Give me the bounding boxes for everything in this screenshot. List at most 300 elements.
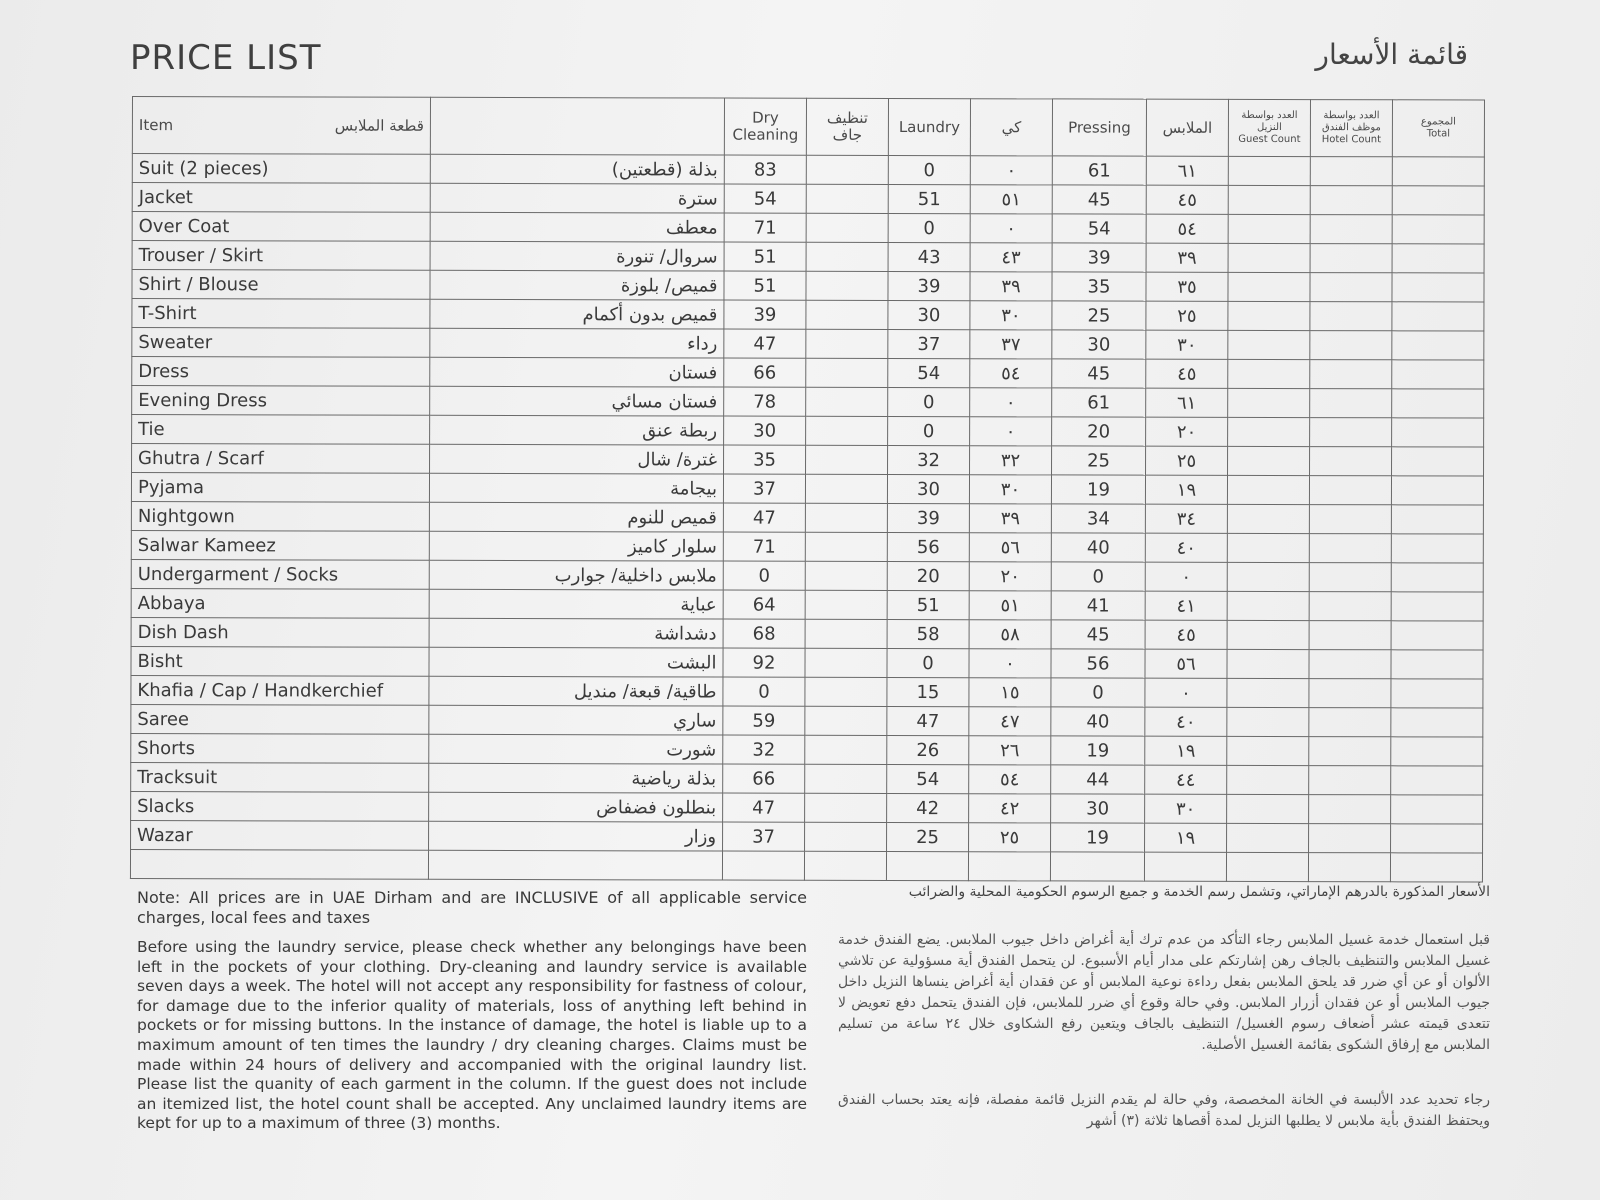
laundry-price-ar: ١٥ xyxy=(969,678,1051,707)
pressing-price: 35 xyxy=(1052,272,1146,301)
guest-count-cell[interactable] xyxy=(1228,272,1310,301)
dry-cleaning-price: 54 xyxy=(724,184,806,213)
pressing-price: 0 xyxy=(1051,678,1145,707)
pressing-price: 44 xyxy=(1051,765,1145,794)
total-cell xyxy=(1391,621,1483,650)
dry-cleaning-price: 32 xyxy=(723,735,805,764)
laundry-price-ar: ٣٠ xyxy=(970,301,1052,330)
header-blank xyxy=(430,97,724,155)
item-name: Saree xyxy=(131,704,429,734)
header-hotel-count-en: Hotel Count xyxy=(1321,134,1382,146)
total-cell xyxy=(1391,476,1483,505)
dry-cleaning-ar-cell xyxy=(806,329,888,358)
laundry-price: 43 xyxy=(888,242,970,271)
hotel-count-cell xyxy=(1309,476,1391,505)
laundry-price: 39 xyxy=(887,503,969,532)
header-laundry-ar: كي xyxy=(970,99,1052,156)
item-name-ar: عباية xyxy=(429,589,723,619)
pressing-price-ar: ٤٠ xyxy=(1145,707,1227,736)
pressing-price-ar: ٣٠ xyxy=(1146,330,1228,359)
table-row xyxy=(131,791,1483,824)
total-cell xyxy=(1392,302,1484,331)
table-row xyxy=(132,386,1484,419)
item-name-ar: شورت xyxy=(429,734,723,764)
pressing-price: 20 xyxy=(1052,417,1146,446)
table-row xyxy=(131,820,1483,853)
pressing-price: 19 xyxy=(1051,475,1145,504)
pressing-price-ar: ٢٥ xyxy=(1146,301,1228,330)
laundry-price: 0 xyxy=(888,387,970,416)
item-name: T-Shirt xyxy=(132,299,430,329)
pressing-price: 45 xyxy=(1052,359,1146,388)
guest-count-cell[interactable] xyxy=(1227,823,1309,852)
dry-cleaning-ar-cell xyxy=(806,271,888,300)
laundry-price-ar: ٠ xyxy=(969,649,1051,678)
dry-cleaning-price: 64 xyxy=(723,590,805,619)
policy-arabic: قبل استعمال خدمة غسيل الملابس رجاء التأكد من عدم ترك أية أغراض داخل جيوب الملابس. يضع الفندق خدمة غسيل الملابس والتنظيف بالجاف رهن إشارتكم على مدار أيام الأسبوع. لن يتحمل الفندق أية مسؤولية عن تلاشي الألوان أو عن أي ضرر قد يلحق الملابس بفعل رداءة نوعية الملابس أو عن فقدان أية أغراض ينساها النزيل داخل جيوب الملابس أو عن فقدان أزرار الملابس. وفي حالة وقوع أي ضرر للملابس، فإن الفندق يتحمل دفع تعويض لا تتعدى قيمته عشر أضعاف رسوم الغسيل/ التنظيف بالجاف ويتعين رفع الشكاوى خلال ٢٤ ساعة من تسليم الملابس مع إرفاق الشكوى بقائمة الغسيل الأصلية. xyxy=(838,932,1490,1053)
laundry-price-ar: ٠ xyxy=(970,214,1052,243)
laundry-price: 0 xyxy=(888,213,970,242)
table-row xyxy=(131,473,1483,506)
total-cell xyxy=(1391,795,1483,824)
pressing-price: 25 xyxy=(1052,446,1146,475)
table-row xyxy=(131,646,1483,679)
laundry-price-ar: ٢٦ xyxy=(969,736,1051,765)
total-cell xyxy=(1392,244,1484,273)
table-row xyxy=(131,762,1483,795)
item-name-ar: سترة xyxy=(430,183,724,213)
table-row xyxy=(132,270,1484,303)
item-name: Dress xyxy=(132,357,430,387)
item-name: Ghutra / Scarf xyxy=(132,444,430,474)
dry-cleaning-ar-cell xyxy=(806,213,888,242)
table-row xyxy=(132,212,1484,245)
laundry-price-ar: ٥٤ xyxy=(969,765,1051,794)
dry-cleaning-price: 71 xyxy=(723,532,805,561)
total-cell xyxy=(1391,708,1483,737)
header-guest-count xyxy=(1228,99,1310,156)
laundry-price: 54 xyxy=(887,764,969,793)
dry-cleaning-ar-cell xyxy=(805,474,887,503)
item-name: Sweater xyxy=(132,328,430,358)
pressing-price: 19 xyxy=(1051,736,1145,765)
guest-count-cell[interactable] xyxy=(1228,417,1310,446)
pressing-price-ar: ١٩ xyxy=(1145,736,1227,765)
pressing-price-ar: ٢٥ xyxy=(1146,446,1228,475)
item-name: Shorts xyxy=(131,733,429,763)
total-cell xyxy=(1392,157,1484,186)
total-cell xyxy=(1391,650,1483,679)
hotel-count-cell xyxy=(1309,592,1391,621)
guest-count-cell[interactable] xyxy=(1228,446,1310,475)
guest-count-cell[interactable] xyxy=(1228,388,1310,417)
total-cell xyxy=(1392,331,1484,360)
header-hotel-count xyxy=(1310,100,1392,157)
laundry-price-ar: ٥١ xyxy=(969,591,1051,620)
guest-count-cell[interactable] xyxy=(1228,156,1310,185)
laundry-price: 58 xyxy=(887,619,969,648)
item-name: Wazar xyxy=(131,820,429,850)
guest-count-cell[interactable] xyxy=(1227,562,1309,591)
laundry-price-ar: ٠ xyxy=(970,156,1052,185)
pressing-price-ar: ٤٤ xyxy=(1145,765,1227,794)
dry-cleaning-ar-cell xyxy=(805,706,887,735)
hotel-count-cell xyxy=(1310,360,1392,389)
item-name-ar: ربطة عنق xyxy=(430,415,724,445)
dry-cleaning-ar-cell xyxy=(805,619,887,648)
total-cell xyxy=(1392,389,1484,418)
pressing-price-ar: ١٩ xyxy=(1145,475,1227,504)
laundry-price: 30 xyxy=(887,474,969,503)
laundry-price: 56 xyxy=(887,532,969,561)
dry-cleaning-ar-cell xyxy=(806,387,888,416)
dry-cleaning-price: 0 xyxy=(723,561,805,590)
item-name: Tie xyxy=(132,415,430,445)
pressing-price-ar: ٦١ xyxy=(1146,388,1228,417)
guest-count-cell[interactable] xyxy=(1227,533,1309,562)
hotel-count-cell xyxy=(1310,331,1392,360)
pressing-price: 0 xyxy=(1051,562,1145,591)
header-pressing: Pressing xyxy=(1052,99,1146,156)
total-cell xyxy=(1392,215,1484,244)
table-row xyxy=(131,530,1483,563)
dry-cleaning-ar-cell xyxy=(806,300,888,329)
item-name: Suit (2 pieces) xyxy=(132,154,430,184)
policy-english: Before using the laundry service, please check whether any belongings have been left in the pockets of your clothing. Dry-cleaning and laundry service is available seven days a week. The hotel will not accept any responsibility for fastness of colour, for damage due to the inferior quality of materials, loss of anything left behind in pockets or for missing buttons. In the instance of damage, the hotel is liable up to a maximum amount of ten times the laundry / dry cleaning charges. Claims must be made within 24 hours of delivery and accompanied with the original laundry list. Please list the quanity of each garment in the column. If the guest does not include an itemized list, the hotel count shall be accepted. Any unclaimed laundry items are kept for up to a maximum of three (3) months. xyxy=(137,938,807,1133)
item-name-ar: قميص للنوم xyxy=(429,502,723,532)
item-name-ar: قميص بدون أكمام xyxy=(430,299,724,329)
pressing-price-ar: ٦١ xyxy=(1146,156,1228,185)
item-name-ar: ملابس داخلية/ جوارب xyxy=(429,560,723,590)
page-title: PRICE LIST xyxy=(130,38,322,78)
laundry-price: 0 xyxy=(888,155,970,184)
page-title-arabic: قائمة الأسعار xyxy=(1315,38,1468,71)
hotel-count-cell xyxy=(1310,447,1392,476)
hotel-count-cell xyxy=(1309,563,1391,592)
dry-cleaning-ar-cell xyxy=(805,764,887,793)
guest-count-cell[interactable] xyxy=(1227,591,1309,620)
item-name-ar: فستان xyxy=(430,357,724,387)
guest-count-cell[interactable] xyxy=(1227,736,1309,765)
laundry-price-ar: ٣٩ xyxy=(970,272,1052,301)
item-name-ar: قميص/ بلوزة xyxy=(430,270,724,300)
laundry-price-ar: ٣٢ xyxy=(970,446,1052,475)
dry-cleaning-price: 39 xyxy=(724,300,806,329)
header-item-ar: قطعة الملابس xyxy=(334,116,424,135)
header-pressing-ar: الملابس xyxy=(1146,99,1228,156)
pressing-price-ar: ٥٤ xyxy=(1146,214,1228,243)
item-name-ar: البشت xyxy=(429,647,723,677)
laundry-price-ar: ٥٦ xyxy=(969,533,1051,562)
table-row xyxy=(131,704,1483,737)
laundry-price-ar: ٢٥ xyxy=(969,823,1051,852)
guest-count-cell[interactable] xyxy=(1228,185,1310,214)
item-name-ar: فستان مسائي xyxy=(430,386,724,416)
dry-cleaning-price: 66 xyxy=(723,764,805,793)
hotel-count-cell xyxy=(1310,186,1392,215)
note-arabic: الأسعار المذكورة بالدرهم الإماراتي، وتشمل رسم الخدمة و جميع الرسوم الحكومية المحلية والضرائب xyxy=(908,884,1490,900)
laundry-price-ar: ٤٣ xyxy=(970,243,1052,272)
item-name: Dish Dash xyxy=(131,617,429,647)
pressing-price-ar: ٠ xyxy=(1145,562,1227,591)
total-cell xyxy=(1390,853,1482,882)
guest-count-cell[interactable] xyxy=(1228,243,1310,272)
guest-count-cell[interactable] xyxy=(1228,330,1310,359)
laundry-price-ar: ٣٩ xyxy=(969,504,1051,533)
hotel-count-cell xyxy=(1309,737,1391,766)
table-row xyxy=(132,415,1484,448)
laundry-price xyxy=(886,851,968,880)
total-cell xyxy=(1392,273,1484,302)
dry-cleaning-price: 51 xyxy=(724,271,806,300)
pressing-price: 41 xyxy=(1051,591,1145,620)
dry-cleaning-ar-cell xyxy=(806,184,888,213)
pressing-price-ar: ٣٠ xyxy=(1145,794,1227,823)
laundry-price: 47 xyxy=(887,706,969,735)
pressing-price-ar: ٣٤ xyxy=(1145,504,1227,533)
table-row xyxy=(132,183,1484,216)
table-row xyxy=(131,501,1483,534)
item-name-ar xyxy=(428,850,722,880)
total-cell xyxy=(1391,563,1483,592)
table-row xyxy=(131,559,1483,592)
pressing-price: 25 xyxy=(1052,301,1146,330)
guest-count-cell[interactable] xyxy=(1228,214,1310,243)
laundry-price-ar: ٠ xyxy=(970,388,1052,417)
laundry-price-ar: ٥٨ xyxy=(969,620,1051,649)
dry-cleaning-ar-cell xyxy=(806,445,888,474)
header-total-en: Total xyxy=(1426,128,1451,140)
item-name-ar: سلوار كاميز xyxy=(429,531,723,561)
pressing-price-ar: ٤١ xyxy=(1145,591,1227,620)
pressing-price: 30 xyxy=(1052,330,1146,359)
hotel-count-cell xyxy=(1310,244,1392,273)
item-name-ar: ساري xyxy=(429,705,723,735)
item-name: Trouser / Skirt xyxy=(132,241,430,271)
laundry-price-ar: ٣٠ xyxy=(969,475,1051,504)
dry-cleaning-ar-cell xyxy=(805,561,887,590)
guest-count-cell[interactable] xyxy=(1227,678,1309,707)
hotel-count-cell xyxy=(1310,273,1392,302)
dry-cleaning-price: 37 xyxy=(723,474,805,503)
laundry-price-ar xyxy=(968,852,1050,881)
item-name-ar: بذلة رياضية xyxy=(429,763,723,793)
laundry-price: 0 xyxy=(888,416,970,445)
hotel-count-cell xyxy=(1310,389,1392,418)
item-name: Salwar Kameez xyxy=(131,530,429,560)
total-cell xyxy=(1392,360,1484,389)
pressing-price-ar: ٥٦ xyxy=(1145,649,1227,678)
laundry-price: 51 xyxy=(887,590,969,619)
header-total-ar: المجموع xyxy=(1420,116,1456,128)
table-row xyxy=(131,617,1483,650)
dry-cleaning-price: 47 xyxy=(723,503,805,532)
pressing-price-ar: ٢٠ xyxy=(1146,417,1228,446)
pressing-price-ar xyxy=(1144,852,1226,881)
policy-arabic-2: رجاء تحديد عدد الألبسة في الخانة المخصصة، وفي حالة لم يقدم النزيل قائمة مفصلة، فإنه يعتد بحساب الفندق ويحتفظ الفندق بأية ملابس لا يطلبها النزيل لمدة أقصاها ثلاثة (٣) أشهر xyxy=(838,1092,1490,1129)
header-item xyxy=(132,97,430,155)
pressing-price-ar: ٠ xyxy=(1145,678,1227,707)
header-hotel-count-ar: العدد بواسطة موظف الفندق xyxy=(1321,110,1381,134)
pressing-price: 54 xyxy=(1052,214,1146,243)
guest-count-cell[interactable] xyxy=(1227,794,1309,823)
dry-cleaning-price: 0 xyxy=(723,677,805,706)
item-name-ar: معطف xyxy=(430,212,724,242)
dry-cleaning-ar-cell xyxy=(805,503,887,532)
dry-cleaning-ar-cell xyxy=(805,822,887,851)
dry-cleaning-ar-cell xyxy=(806,155,888,184)
pressing-price-ar: ٤٠ xyxy=(1145,533,1227,562)
laundry-price: 42 xyxy=(887,793,969,822)
hotel-count-cell xyxy=(1309,505,1391,534)
item-name-ar: طاقية/ قبعة/ منديل xyxy=(429,676,723,706)
guest-count-cell[interactable] xyxy=(1227,475,1309,504)
dry-cleaning-ar-cell xyxy=(805,590,887,619)
item-name-ar: سروال/ تنورة xyxy=(430,241,724,271)
dry-cleaning-ar-cell xyxy=(805,793,887,822)
item-name-ar: دشداشة xyxy=(429,618,723,648)
table-header-row xyxy=(132,97,1484,158)
laundry-price: 30 xyxy=(888,300,970,329)
laundry-price: 54 xyxy=(888,358,970,387)
guest-count-cell[interactable] xyxy=(1226,852,1308,881)
total-cell xyxy=(1391,505,1483,534)
total-cell xyxy=(1391,592,1483,621)
dry-cleaning-price: 37 xyxy=(723,822,805,851)
dry-cleaning-price: 30 xyxy=(724,416,806,445)
laundry-price: 15 xyxy=(887,677,969,706)
dry-cleaning-ar-cell xyxy=(806,358,888,387)
pressing-price-ar: ٣٥ xyxy=(1146,272,1228,301)
dry-cleaning-price: 47 xyxy=(723,793,805,822)
table-body xyxy=(130,154,1484,883)
guest-count-cell[interactable] xyxy=(1227,620,1309,649)
table-row xyxy=(132,154,1484,187)
header-dry-cleaning: Dry Cleaning xyxy=(724,98,806,155)
hotel-count-cell xyxy=(1309,824,1391,853)
laundry-price: 37 xyxy=(888,329,970,358)
dry-cleaning-ar-cell xyxy=(805,648,887,677)
table-row xyxy=(131,588,1483,621)
pressing-price-ar: ١٩ xyxy=(1145,823,1227,852)
item-name: Slacks xyxy=(131,791,429,821)
pressing-price: 39 xyxy=(1052,243,1146,272)
guest-count-cell[interactable] xyxy=(1227,504,1309,533)
pressing-price: 19 xyxy=(1051,823,1145,852)
hotel-count-cell xyxy=(1309,766,1391,795)
hotel-count-cell xyxy=(1310,418,1392,447)
hotel-count-cell xyxy=(1309,650,1391,679)
pressing-price: 56 xyxy=(1051,649,1145,678)
table-row xyxy=(132,444,1484,477)
item-name: Tracksuit xyxy=(131,762,429,792)
item-name-ar: وزار xyxy=(429,821,723,851)
hotel-count-cell xyxy=(1310,215,1392,244)
laundry-price-ar: ٢٠ xyxy=(969,562,1051,591)
table-row xyxy=(131,733,1483,766)
item-name: Pyjama xyxy=(131,473,429,503)
hotel-count-cell xyxy=(1308,853,1390,882)
hotel-count-cell xyxy=(1309,708,1391,737)
header-dry-cleaning-ar: تنظيف جاف xyxy=(806,98,888,155)
pressing-price: 40 xyxy=(1051,707,1145,736)
pressing-price: 45 xyxy=(1052,185,1146,214)
price-table xyxy=(130,96,1485,883)
laundry-price-ar: ٤٧ xyxy=(969,707,1051,736)
total-cell xyxy=(1392,418,1484,447)
dry-cleaning-price: 59 xyxy=(723,706,805,735)
item-name: Evening Dress xyxy=(132,386,430,416)
total-cell xyxy=(1392,186,1484,215)
table-row xyxy=(132,241,1484,274)
item-name: Bisht xyxy=(131,646,429,676)
table-row xyxy=(132,299,1484,332)
hotel-count-cell xyxy=(1309,679,1391,708)
laundry-price: 39 xyxy=(888,271,970,300)
table-row xyxy=(131,675,1483,708)
total-cell xyxy=(1391,766,1483,795)
dry-cleaning-price: 92 xyxy=(723,648,805,677)
hotel-count-cell xyxy=(1310,302,1392,331)
item-name: Over Coat xyxy=(132,212,430,242)
item-name-ar: بيجامة xyxy=(429,473,723,503)
item-name: Khafia / Cap / Handkerchief xyxy=(131,675,429,705)
pressing-price xyxy=(1050,852,1144,881)
guest-count-cell[interactable] xyxy=(1227,765,1309,794)
dry-cleaning-price: 47 xyxy=(724,329,806,358)
total-cell xyxy=(1391,679,1483,708)
guest-count-cell[interactable] xyxy=(1227,707,1309,736)
dry-cleaning-price: 78 xyxy=(724,387,806,416)
pressing-price: 34 xyxy=(1051,504,1145,533)
guest-count-cell[interactable] xyxy=(1228,359,1310,388)
hotel-count-cell xyxy=(1310,157,1392,186)
item-name xyxy=(130,849,428,879)
laundry-price: 32 xyxy=(888,445,970,474)
item-name: Nightgown xyxy=(131,501,429,531)
laundry-price-ar: ٠ xyxy=(970,417,1052,446)
item-name-ar: رداء xyxy=(430,328,724,358)
hotel-count-cell xyxy=(1309,534,1391,563)
header-laundry: Laundry xyxy=(888,98,970,155)
pressing-price: 30 xyxy=(1051,794,1145,823)
laundry-price: 0 xyxy=(887,648,969,677)
table-row xyxy=(130,849,1482,882)
note-english: Note: All prices are in UAE Dirham and are INCLUSIVE of all applicable service charges, local fees and taxes xyxy=(137,888,807,927)
pressing-price: 40 xyxy=(1051,533,1145,562)
laundry-price: 51 xyxy=(888,184,970,213)
item-name: Shirt / Blouse xyxy=(132,270,430,300)
total-cell xyxy=(1392,447,1484,476)
header-item-en: Item xyxy=(138,115,174,134)
guest-count-cell[interactable] xyxy=(1227,649,1309,678)
item-name-ar: غترة/ شال xyxy=(430,444,724,474)
dry-cleaning-price: 71 xyxy=(724,213,806,242)
pressing-price-ar: ٣٩ xyxy=(1146,243,1228,272)
item-name: Abbaya xyxy=(131,588,429,618)
dry-cleaning-price: 66 xyxy=(724,358,806,387)
header-total xyxy=(1392,100,1484,157)
hotel-count-cell xyxy=(1309,795,1391,824)
pressing-price: 61 xyxy=(1052,388,1146,417)
table-row xyxy=(132,328,1484,361)
laundry-price-ar: ٤٢ xyxy=(969,794,1051,823)
guest-count-cell[interactable] xyxy=(1228,301,1310,330)
item-name: Jacket xyxy=(132,183,430,213)
header-guest-count-en: Guest Count xyxy=(1238,133,1301,146)
total-cell xyxy=(1391,737,1483,766)
total-cell xyxy=(1391,534,1483,563)
